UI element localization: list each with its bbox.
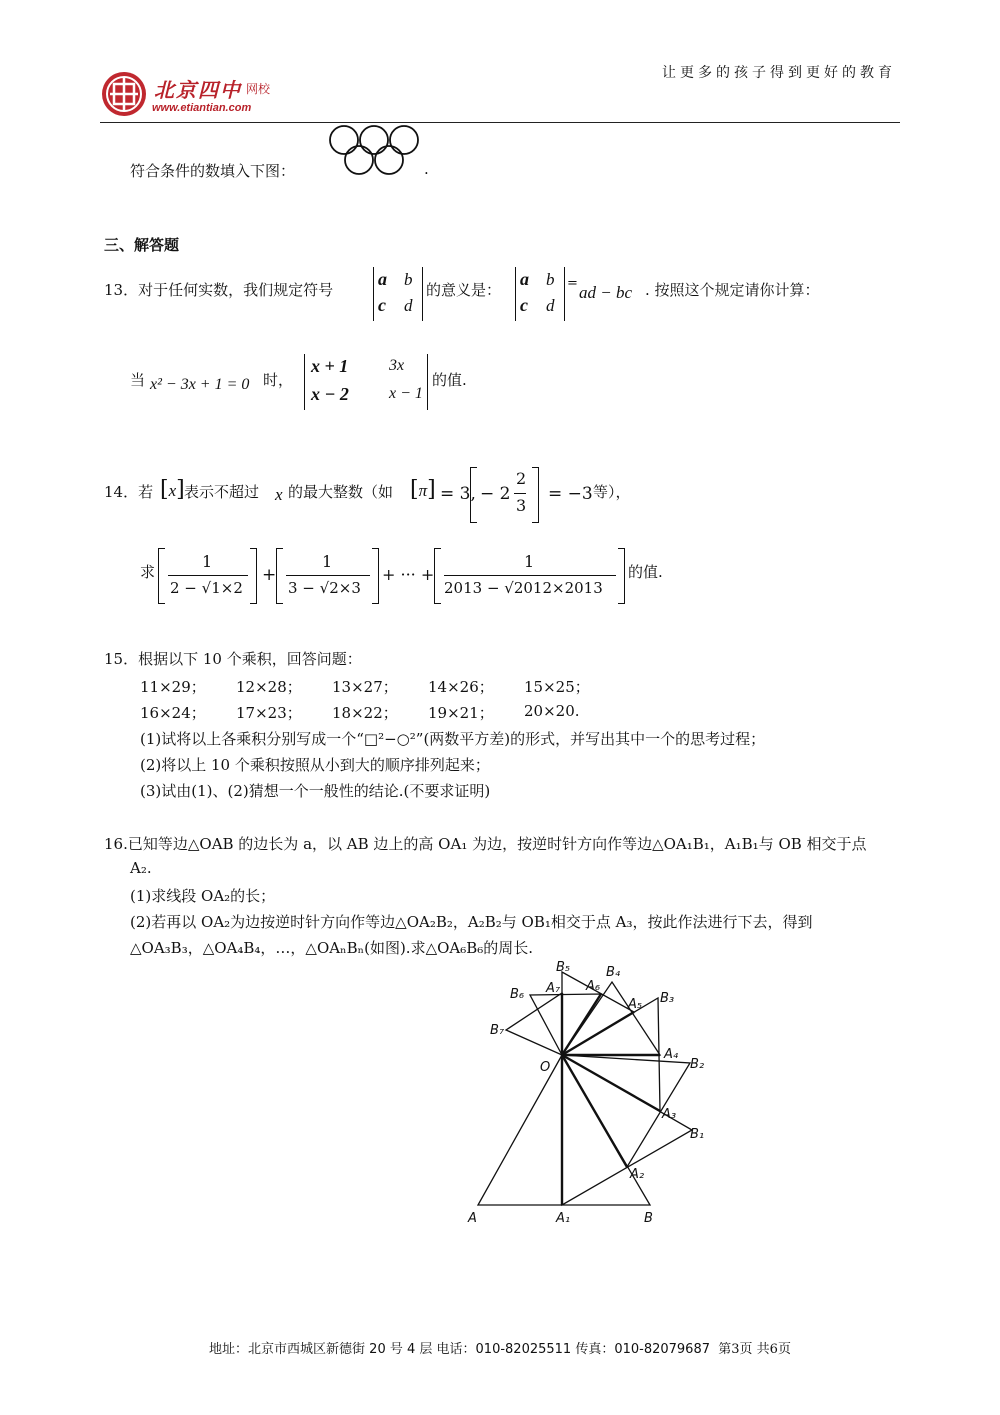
q13-line1-c: . 按照这个规定请你计算： xyxy=(645,281,820,299)
footer-address: 地址：北京市西城区新德街 20 号 4 层 电话：010-82025511 传真：010-82079687 xyxy=(209,1342,710,1357)
q15-product: 20×20. xyxy=(524,702,580,720)
q15-product: 16×24； xyxy=(140,704,206,722)
term-den: 2013 − √2012×2013 xyxy=(444,579,603,597)
label-A4: A₄ xyxy=(664,1047,679,1062)
frac-bar xyxy=(444,575,616,576)
left-bracket xyxy=(158,548,165,604)
q14-neg2: − 2 xyxy=(480,484,511,504)
frac-bar xyxy=(286,575,370,576)
label-A5: A₅ xyxy=(628,997,643,1012)
q14-ask: 求 xyxy=(140,563,156,581)
q12-text: 符合条件的数填入下图： xyxy=(130,162,296,180)
q14-pi-bracket: [π] xyxy=(410,477,436,502)
left-bracket xyxy=(276,548,283,604)
q13-eq: = xyxy=(567,276,578,291)
q13-line1-a: 13．对于任何实数，我们规定符号 xyxy=(104,281,334,299)
q14-dots: + ··· + xyxy=(382,565,435,584)
m12: 3x xyxy=(389,357,405,374)
label-B6: B₆ xyxy=(510,987,525,1002)
q15-product: 12×28； xyxy=(236,678,302,696)
q13-det-symbol xyxy=(373,267,423,321)
det-b: b xyxy=(546,270,555,289)
left-bracket xyxy=(470,467,477,523)
term-num: 1 xyxy=(322,552,333,571)
q14-end: 的值. xyxy=(628,563,663,581)
section-title: 三、解答题 xyxy=(104,236,180,254)
q14-d: 等）， xyxy=(593,483,631,501)
q15-product: 19×21； xyxy=(428,704,494,722)
det-a: a xyxy=(520,269,529,289)
logo-net: 网校 xyxy=(246,82,271,96)
footer-page: 第3页 共6页 xyxy=(718,1342,791,1357)
frac-bar xyxy=(514,493,526,494)
label-A2: A₂ xyxy=(630,1167,645,1182)
q13-line2-a: 当 xyxy=(130,371,146,389)
label-A7: A₇ xyxy=(546,981,561,996)
label-B3: B₃ xyxy=(660,991,675,1006)
left-bracket xyxy=(434,548,441,604)
q16-line2: A₂. xyxy=(130,859,152,877)
right-bracket xyxy=(250,548,257,604)
q14-ex1: = 3, xyxy=(440,484,476,504)
right-bracket xyxy=(532,467,539,523)
spiral-triangles-figure xyxy=(460,955,720,1235)
q13-rhs: ad − bc xyxy=(579,283,633,302)
label-A1: A₁ xyxy=(556,1211,571,1226)
label-A3: A₃ xyxy=(662,1107,677,1122)
det-d: d xyxy=(546,296,555,315)
frac-den: 3 xyxy=(516,496,527,515)
q14-b: 表示不超过 xyxy=(184,483,260,501)
q14-term-2 xyxy=(276,548,380,604)
q14-ex2: = −3 xyxy=(548,484,593,504)
q15-product: 11×29； xyxy=(140,678,206,696)
q15-product: 17×23； xyxy=(236,704,302,722)
m21: x − 2 xyxy=(311,384,349,404)
q13-condition: x² − 3x + 1 = 0 xyxy=(150,376,250,393)
label-B1: B₁ xyxy=(690,1127,705,1142)
q14-example-2 xyxy=(470,467,545,523)
q16-line5: △OA₃B₃，△OA₄B₄，…，△OAₙBₙ(如图).求△OA₆B₆的周长. xyxy=(130,939,534,957)
label-A: A xyxy=(468,1211,477,1226)
slogan: 让更多的孩子得到更好的教育 xyxy=(662,65,896,81)
term-den: 2 − √1×2 xyxy=(170,579,243,597)
q12-period: . xyxy=(424,160,429,178)
q14-pi: π xyxy=(418,481,428,500)
det-d: d xyxy=(404,296,413,315)
label-B: B xyxy=(644,1211,653,1226)
logo-url: www.etiantian.com xyxy=(152,102,252,114)
q15-title: 15．根据以下 10 个乘积，回答问题： xyxy=(104,650,362,668)
det-c: c xyxy=(520,295,528,315)
logo-emblem-icon xyxy=(100,70,148,118)
olympic-rings-figure xyxy=(324,124,424,184)
term-den: 3 − √2×3 xyxy=(288,579,361,597)
frac-bar xyxy=(168,575,248,576)
label-B7: B₇ xyxy=(490,1023,505,1038)
q14-plus: + xyxy=(262,565,277,585)
q13-line2-b: 时， xyxy=(263,371,294,389)
right-bracket xyxy=(618,548,625,604)
q15-product: 13×27； xyxy=(332,678,398,696)
m22: x − 1 xyxy=(389,385,423,402)
term-num: 1 xyxy=(202,552,213,571)
label-B4: B₄ xyxy=(606,965,621,980)
label-O: O xyxy=(540,1060,551,1075)
q13-det-question xyxy=(304,354,428,410)
frac-num: 2 xyxy=(516,469,527,488)
q14-term-3 xyxy=(434,548,626,604)
q16-line3: (1)求线段 OA₂的长； xyxy=(130,887,276,905)
det-a: a xyxy=(378,269,387,289)
q14-x: x xyxy=(168,481,177,500)
header-divider xyxy=(100,122,900,123)
logo-name: 北京四中 xyxy=(154,78,242,102)
q15-product: 14×26； xyxy=(428,678,494,696)
q13-line2-c: 的值. xyxy=(432,371,467,389)
q14-x2: x xyxy=(275,485,283,504)
det-c: c xyxy=(378,295,386,315)
q13-line1-b: 的意义是： xyxy=(426,281,502,299)
q14-term-1 xyxy=(158,548,258,604)
q15-product: 18×22； xyxy=(332,704,398,722)
q16-line1: 16.已知等边△OAB 的边长为 a，以 AB 边上的高 OA₁ 为边，按逆时针方向作等边△OA₁B₁，A₁B₁与 OB 相交于点 xyxy=(104,835,867,853)
q15-part3: (3)试由(1)、(2)猜想一个一般性的结论.(不要求证明) xyxy=(140,782,491,800)
label-B2: B₂ xyxy=(690,1057,705,1072)
m11: x + 1 xyxy=(311,356,349,376)
q15-product: 15×25； xyxy=(524,678,590,696)
q13-det-def xyxy=(515,267,565,321)
term-num: 1 xyxy=(524,552,535,571)
q14-c: 的最大整数（如 xyxy=(288,483,394,501)
det-b: b xyxy=(404,270,413,289)
q14-bracket-x: [x] xyxy=(160,477,185,502)
label-A6: A₆ xyxy=(586,979,601,994)
q15-part2: (2)将以上 10 个乘积按照从小到大的顺序排列起来； xyxy=(140,756,490,774)
right-bracket xyxy=(372,548,379,604)
footer xyxy=(0,1338,1000,1357)
q16-line4: (2)若再以 OA₂为边按逆时针方向作等边△OA₂B₂，A₂B₂与 OB₁相交于点 A₃，按此作法进行下去，得到 xyxy=(130,913,813,931)
q14-a: 14．若 xyxy=(104,483,154,501)
label-B5: B₅ xyxy=(556,960,571,975)
q15-part1: (1)试将以上各乘积分别写成一个“□²−○²”(两数平方差)的形式，并写出其中一个的思考过程； xyxy=(140,730,766,748)
